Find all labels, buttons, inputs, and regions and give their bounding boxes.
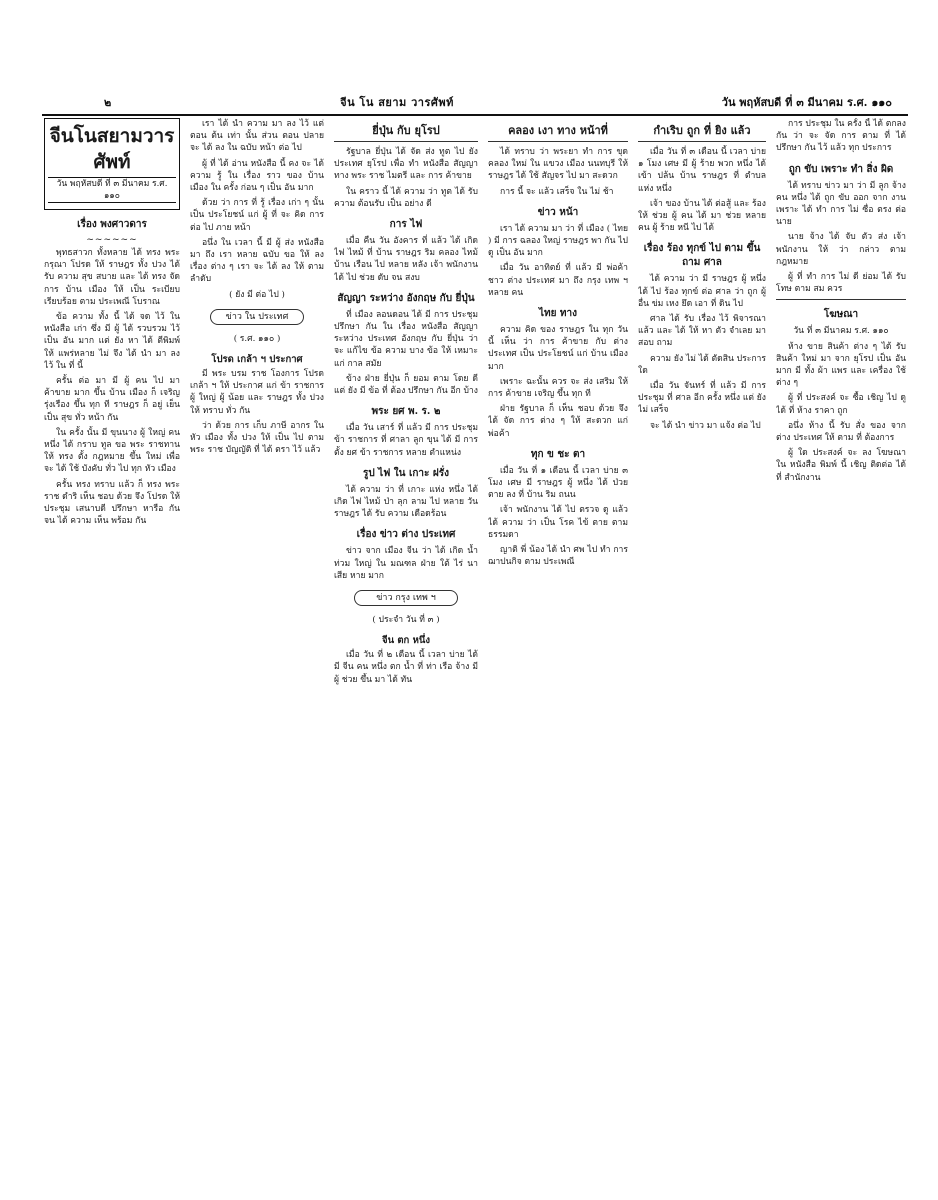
section-caption: ( ประจำ วัน ที่ ๓ ) [372, 615, 440, 626]
column-2 [190, 118, 324, 1172]
paragraph: ได้ ความ ว่า มี ราษฎร ผู้ หนึ่ง ได้ ไป ร้อง ทุกข์ ต่อ ศาล ว่า ถูก ผู้ อื่น ข่ม เหง ยึด เอา ที่ ดิน ไป [638, 274, 766, 309]
page-header [42, 92, 908, 116]
paragraph: เรา ได้ ความ มา ว่า ที่ เมือง ( ไทย ) มี การ ฉลอง ใหญ่ ราษฎร พา กัน ไป ดู เป็น อัน มาก [488, 223, 628, 259]
paragraph: ที่ เมือง ลอนดอน ได้ มี การ ประชุม ปรึกษา กัน ใน เรื่อง หนังสือ สัญญา ระหว่าง ประเทศ อังกฤษ กับ ยี่ปุ่น ว่า จะ แก้ไข ข้อ ความ บาง ข้อ ให้ เหมาะ แก่ กาล สมัย [334, 309, 478, 369]
ornament-rule: ~~~~~~ [86, 235, 138, 245]
paragraph: อนึ่ง ห้าง นี้ รับ สั่ง ของ จาก ต่าง ประเทศ ให้ ตาม ที่ ต้องการ [776, 420, 906, 444]
paragraph: เมื่อ วัน ที่ ๓ เดือน นี้ เวลา บ่าย ๑ โมง เศษ มี ผู้ ร้าย พวก หนึ่ง ได้ เข้า ปล้น บ้าน ราษฎร ที่ ตำบล แห่ง หนึ่ง [638, 147, 766, 194]
paragraph: ได้ ทราบ ว่า พระยา ทำ การ ขุด คลอง ใหม่ ใน แขวง เมือง นนทบุรี ให้ ราษฎร ได้ ใช้ สัญจร ไป มา สะดวก [488, 147, 628, 182]
paragraph: ครั้น ทรง ทราบ แล้ว ก็ ทรง พระ ราช ดำริ เห็น ชอบ ด้วย จึง โปรด ให้ ประชุม เสนาบดี ปรึกษา หารือ กัน จน ได้ ความ เห็น พร้อม กัน [44, 479, 180, 527]
paragraph: ความ คิด ของ ราษฎร ใน ทุก วัน นี้ เห็น ว่า การ ค้าขาย กับ ต่าง ประเทศ เป็น ประโยชน์ แก่ บ้าน เมือง มาก [488, 325, 628, 372]
continued-caption: ( ยัง มี ต่อ ไป ) [229, 289, 285, 300]
paragraph: ครั้น ต่อ มา มี ผู้ คน ไป มา ค้าขาย มาก ขึ้น บ้าน เมือง ก็ เจริญ รุ่งเรือง ขึ้น ทุก ที ราษฎร ก็ อยู่ เย็น เป็น สุข ทั่ว หน้า กัน [44, 376, 180, 423]
column-1 [44, 118, 180, 1172]
paragraph: ข้อ ความ ทั้ง นี้ ได้ จด ไว้ ใน หนังสือ เก่า ซึ่ง มี ผู้ ได้ รวบรวม ไว้ เป็น อัน มาก แต่ ยัง หา ได้ ตีพิมพ์ ให้ แพร่หลาย ไม่ จึง ได้ นำ มา ลง ไว้ ใน ที่ นี้ [44, 312, 180, 371]
masthead-date: วัน พฤหัสบดี ที่ ๓ มีนาคม ร.ศ. ๑๑๐ [48, 177, 176, 203]
subhead: ไทย ทาง [538, 308, 578, 320]
subhead: พระ ยศ พ. ร. ๒ [371, 406, 441, 418]
paragraph: ผู้ ที่ ได้ อ่าน หนังสือ นี้ คง จะ ได้ ความ รู้ ใน เรื่อง ราว ของ บ้าน เมือง ใน ครั้ง ก่อน ๆ เป็น อัน มาก [190, 158, 324, 194]
masthead: จีนโนสยามวารศัพท์ [49, 125, 175, 173]
column-4 [488, 118, 628, 1172]
paragraph: ได้ ทราบ ข่าว มา ว่า มี ลูก จ้าง คน หนึ่ง ได้ ถูก ขับ ออก จาก งาน เพราะ ได้ ทำ การ ไม่ ซื่อ ตรง ต่อ นาย [776, 180, 906, 228]
subhead: เรื่อง ร้อง ทุกข์ ไป ตาม ขึ้น ถาม ศาล [643, 243, 761, 269]
header-title: จีน โน สยาม วารศัพท์ [340, 96, 454, 109]
paragraph: เรา ได้ นำ ความ มา ลง ไว้ แต่ ตอน ต้น เท่า นั้น ส่วน ตอน ปลาย จะ ได้ ลง ใน ฉบับ หน้า ต่อ ไป [190, 119, 324, 154]
section-box: ข่าว ใน ประเทศ [210, 309, 304, 325]
paragraph: ข่าว จาก เมือง จีน ว่า ได้ เกิด น้ำ ท่วม ใหญ่ ใน มณฑล ฝ่าย ใต้ ไร่ นา เสีย หาย มาก [334, 546, 478, 581]
subhead: ข่าว หน้า [537, 206, 579, 218]
subhead: การ ไฟ [389, 219, 423, 231]
paragraph: รัฐบาล ยี่ปุ่น ได้ จัด ส่ง ทูต ไป ยัง ประเทศ ยุโรป เพื่อ ทำ หนังสือ สัญญา ทาง พระ ราช ไมตรี และ การ ค้าขาย [334, 147, 478, 182]
paragraph: นาย จ้าง ได้ จับ ตัว ส่ง เจ้า พนักงาน ให้ ว่า กล่าว ตาม กฎหมาย [776, 232, 906, 267]
column-6 [776, 118, 906, 1172]
paragraph: การ นี้ จะ แล้ว เสร็จ ใน ไม่ ช้า [500, 186, 614, 197]
paragraph: เพราะ ฉะนั้น ควร จะ ส่ง เสริม ให้ การ ค้าขาย เจริญ ขึ้น ทุก ที [488, 376, 628, 400]
subhead: ถูก ขับ เพราะ ทำ สิ่ง ผิด [788, 163, 894, 175]
paragraph: เมื่อ วัน เสาร์ ที่ แล้ว มี การ ประชุม ข้า ราชการ ที่ ศาลา ลูก ขุน ได้ มี การ ตั้ง ยศ ข้า ราชการ หลาย ตำแหน่ง [334, 423, 478, 458]
paragraph: ผู้ ที่ ทำ การ ไม่ ดี ย่อม ได้ รับ โทษ ตาม สม ควร [776, 272, 906, 295]
paragraph: จะ ได้ นำ ข่าว มา แจ้ง ต่อ ไป [650, 420, 761, 431]
ad-date: วัน ที่ ๓ มีนาคม ร.ศ. ๑๑๐ [793, 326, 889, 337]
paragraph: ความ ยัง ไม่ ได้ ตัดสิน ประการ ใด [638, 353, 766, 376]
paragraph: พุทธสาวก ทั้งหลาย ได้ ทรง พระ กรุณา โปรด ให้ ราษฎร ทั้ง ปวง ได้ รับ ความ สุข สบาย และ ได้ ทรง จัด การ บ้าน เมือง ให้ เป็น ระเบียบ เรียบร้อย ตาม ประเพณี โบราณ [44, 248, 180, 307]
subhead: โฆษณา [823, 309, 859, 321]
section-title: จีน ตก หนึ่ง [382, 635, 430, 647]
paragraph: เจ้า พนักงาน ได้ ไป ตรวจ ดู แล้ว ได้ ความ ว่า เป็น โรค ไข้ ตาย ตาม ธรรมดา [488, 505, 628, 540]
paragraph: ญาติ พี่ น้อง ได้ นำ ศพ ไป ทำ การ ฌาปนกิจ ตาม ประเพณี [488, 545, 628, 568]
paragraph: ใน ครั้ง นั้น มี ขุนนาง ผู้ ใหญ่ คน หนึ่ง ได้ กราบ ทูล ขอ พระ ราชทาน ให้ ทรง ตั้ง กฎหมาย ขึ้น ใหม่ เพื่อ จะ ได้ ใช้ บังคับ ทั่ว ไป ทุก หัว เมือง [44, 427, 180, 475]
paragraph: เมื่อ วัน ที่ ๑ เดือน นี้ เวลา บ่าย ๓ โมง เศษ มี ราษฎร ผู้ หนึ่ง ได้ ป่วย ตาย ลง ที่ บ้าน ริม ถนน [488, 465, 628, 501]
column-3 [334, 118, 478, 1172]
paragraph: เมื่อ วัน จันทร์ ที่ แล้ว มี การ ประชุม ที่ ศาล อีก ครั้ง หนึ่ง แต่ ยัง ไม่ เสร็จ [638, 381, 766, 416]
paragraph: ได้ ความ ว่า ที่ เกาะ แห่ง หนึ่ง ได้ เกิด ไฟ ไหม้ ป่า ลุก ลาม ไป หลาย วัน ราษฎร ได้ รับ ความ เดือดร้อน [334, 484, 478, 520]
paragraph: เมื่อ คืน วัน อังคาร ที่ แล้ว ได้ เกิด ไฟ ไหม้ ที่ บ้าน ราษฎร ริม คลอง ไหม้ บ้าน เรือน ไป หลาย หลัง เจ้า พนักงาน ได้ ไป ช่วย ดับ จน สงบ [334, 236, 478, 283]
article-title: ยี่ปุ่น กับ ยุโรป [334, 124, 478, 142]
subhead: รูป ไฟ ใน เกาะ ฝรั่ง [362, 467, 450, 479]
article-title: เรื่อง พงศาวดาร [77, 219, 147, 230]
subhead: เรื่อง ข่าว ต่าง ประเทศ [356, 529, 456, 541]
paragraph: เมื่อ วัน อาทิตย์ ที่ แล้ว มี พ่อค้า ชาว ต่าง ประเทศ มา ถึง กรุง เทพ ฯ หลาย คน [488, 263, 628, 298]
paragraph: ผู้ ใด ประสงค์ จะ ลง โฆษณา ใน หนังสือ พิมพ์ นี้ เชิญ ติดต่อ ได้ ที่ สำนักงาน [776, 448, 906, 483]
paragraph: อนึ่ง ใน เวลา นี้ มี ผู้ ส่ง หนังสือ มา ถึง เรา หลาย ฉบับ ขอ ให้ ลง เรื่อง ต่าง ๆ เรา จะ ได้ ลง ให้ ตาม ลำดับ [190, 237, 324, 285]
newspaper-columns [42, 118, 908, 1172]
paragraph: ว่า ด้วย การ เก็บ ภาษี อากร ใน หัว เมือง ทั้ง ปวง ให้ เป็น ไป ตาม พระ ราช บัญญัติ ที่ ได้ ตรา ไว้ แล้ว [190, 420, 324, 456]
masthead-box [44, 118, 180, 210]
paragraph: การ ประชุม ใน ครั้ง นี้ ได้ ตกลง กัน ว่า จะ จัด การ ตาม ที่ ได้ ปรึกษา กัน ไว้ แล้ว ทุก ประการ [776, 119, 906, 154]
section-caption: ( ร.ศ. ๑๑๐ ) [233, 333, 281, 344]
article-title: คลอง เงา ทาง หน้าที่ [488, 124, 628, 142]
page-number: ๒ [104, 96, 112, 109]
paragraph: เมื่อ วัน ที่ ๒ เดือน นี้ เวลา บ่าย ได้ มี จีน คน หนึ่ง ตก น้ำ ที่ ท่า เรือ จ้าง มี ผู้ ช่วย ขึ้น มา ได้ ทัน [334, 650, 478, 685]
paragraph: ศาล ได้ รับ เรื่อง ไว้ พิจารณา แล้ว และ ได้ ให้ หา ตัว จำเลย มา สอบ ถาม [638, 314, 766, 349]
section-box: ข่าว กรุง เทพ ฯ [354, 590, 458, 606]
article-title: กำเริบ ถูก ที่ ยิง แล้ว [638, 124, 766, 142]
paragraph: เจ้า ของ บ้าน ได้ ต่อสู้ และ ร้อง ให้ ช่วย ผู้ คน ได้ มา ช่วย หลาย คน ผู้ ร้าย หนี ไป ได้ [638, 198, 766, 234]
column-5 [638, 118, 766, 1172]
paragraph: ฝ่าย รัฐบาล ก็ เห็น ชอบ ด้วย จึง ได้ จัด การ ต่าง ๆ ให้ สะดวก แก่ พ่อค้า [488, 404, 628, 439]
section-title: โปรด เกล้า ฯ ประกาศ [211, 354, 303, 366]
subhead: ทุก ข ชะ ตา [530, 448, 586, 460]
paragraph: ผู้ ที่ ประสงค์ จะ ซื้อ เชิญ ไป ดู ได้ ที่ ห้าง ราคา ถูก [776, 393, 906, 416]
paragraph: มี พระ บรม ราช โองการ โปรด เกล้า ฯ ให้ ประกาศ แก่ ข้า ราชการ ผู้ ใหญ่ ผู้ น้อย และ ราษฎร ทั้ง ปวง ให้ ทราบ ทั่ว กัน [190, 369, 324, 416]
divider [776, 299, 906, 300]
paragraph: ด้วย ว่า การ ที่ รู้ เรื่อง เก่า ๆ นั้น เป็น ประโยชน์ แก่ ผู้ ที่ จะ คิด การ ต่อ ไป ภาย หน้า [190, 198, 324, 233]
paragraph: ข้าง ฝ่าย ยี่ปุ่น ก็ ยอม ตาม โดย ดี แต่ ยัง มี ข้อ ที่ ต้อง ปรึกษา กัน อีก บ้าง [334, 373, 478, 397]
paragraph: ใน คราว นี้ ได้ ความ ว่า ทูต ได้ รับ ความ ต้อนรับ เป็น อย่าง ดี [334, 186, 478, 209]
paragraph: ห้าง ขาย สินค้า ต่าง ๆ ได้ รับ สินค้า ใหม่ มา จาก ยุโรป เป็น อัน มาก มี ทั้ง ผ้า แพร และ เครื่อง ใช้ ต่าง ๆ [776, 341, 906, 389]
header-date: วัน พฤหัสบดี ที่ ๓ มีนาคม ร.ศ. ๑๑๐ [721, 96, 892, 109]
subhead: สัญญา ระหว่าง อังกฤษ กับ ยี่ปุ่น [337, 292, 475, 304]
